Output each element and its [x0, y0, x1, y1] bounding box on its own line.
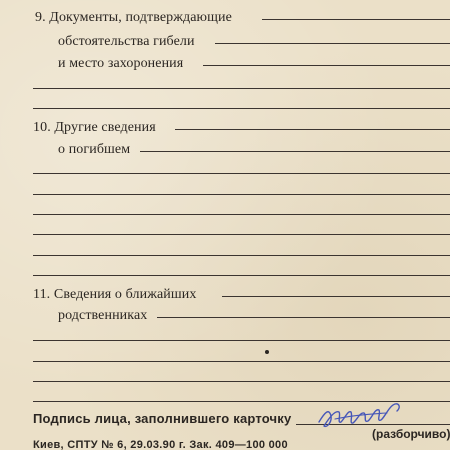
ink-speck — [265, 350, 269, 354]
signature-label: Подпись лица, заполнившего карточку — [33, 411, 292, 426]
section-11-fill-line[interactable] — [222, 296, 450, 297]
section-10-fill-line[interactable] — [33, 234, 450, 235]
section-11-fill-line[interactable] — [33, 340, 450, 341]
section-11-title: 11. Сведения о ближайших — [33, 287, 197, 302]
section-10-title: 10. Другие сведения — [33, 120, 156, 135]
section-9-fill-line[interactable] — [203, 65, 450, 66]
section-10-fill-line[interactable] — [33, 214, 450, 215]
section-11-fill-line[interactable] — [157, 317, 450, 318]
section-10-fill-line[interactable] — [140, 151, 450, 152]
section-9-title-line2: обстоятельства гибели — [58, 34, 195, 49]
section-10-fill-line[interactable] — [33, 255, 450, 256]
section-11-title-line2: родственниках — [58, 308, 148, 323]
print-imprint: Киев, СПТУ № 6, 29.03.90 г. Зак. 409—100 000 — [33, 439, 288, 450]
section-10-title-line2: о погибшем — [58, 142, 131, 157]
section-10-fill-line[interactable] — [33, 194, 450, 195]
section-11-fill-line[interactable] — [33, 381, 450, 382]
section-9-fill-line[interactable] — [33, 88, 450, 89]
section-10-fill-line[interactable] — [33, 173, 450, 174]
section-10-fill-line[interactable] — [33, 275, 450, 276]
section-9-title: 9. Документы, подтверждающие — [35, 10, 232, 25]
section-9-title-line3: и место захоронения — [58, 56, 184, 71]
section-11-fill-line[interactable] — [33, 361, 450, 362]
section-9-fill-line[interactable] — [215, 43, 450, 44]
section-10-fill-line[interactable] — [175, 129, 450, 130]
section-9-fill-line[interactable] — [33, 108, 450, 109]
legibility-hint: (разборчиво) — [372, 427, 450, 441]
section-9-fill-line[interactable] — [262, 19, 450, 20]
